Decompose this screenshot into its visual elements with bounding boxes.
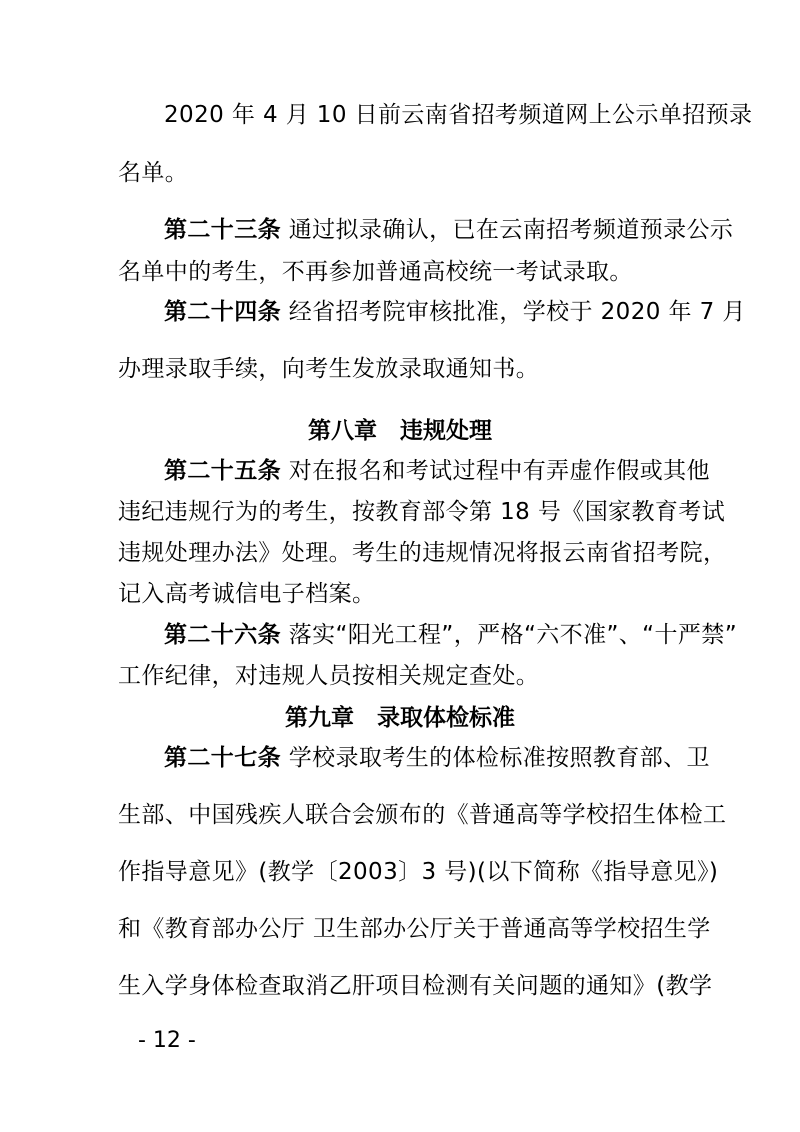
paragraph-line: 生入学身体检查取消乙肝项目检测有关问题的通知》(教学: [118, 973, 713, 999]
article-26-line: [164, 620, 738, 650]
paragraph-line: 工作纪律，对违规人员按相关规定查处。: [118, 663, 540, 689]
article-text: 对在报名和考试过程中有弄虚作假或其他: [288, 458, 710, 484]
article-24-line: [164, 297, 746, 327]
chapter-9-heading: 第九章 录取体检标准: [285, 705, 515, 731]
paragraph-line: 违规处理办法》处理。考生的违规情况将报云南省招考院，: [118, 540, 727, 566]
article-number: 第二十四条: [164, 299, 281, 325]
paragraph-line: 生部、中国残疾人联合会颁布的《普通高等学校招生体检工: [118, 802, 727, 828]
paragraph-line: 违纪违规行为的考生，按教育部令第 18 号《国家教育考试: [118, 499, 726, 525]
article-number: 第二十七条: [164, 745, 281, 771]
chapter-8-heading: 第八章 违规处理: [308, 418, 492, 444]
paragraph-line: 和《教育部办公厅 卫生部办公厅关于普通高等学校招生学: [118, 916, 711, 942]
article-number: 第二十五条: [164, 458, 281, 484]
article-text: 经省招考院审核批准，学校于 2020 年 7 月: [288, 299, 746, 325]
paragraph-line: 作指导意见》(教学〔2003〕3 号)(以下简称《指导意见》): [118, 859, 719, 885]
paragraph-line: 2020 年 4 月 10 日前云南省招考频道网上公示单招预录: [164, 102, 753, 128]
article-text: 落实“阳光工程”，严格“六不准”、“十严禁”: [288, 622, 738, 648]
article-25-line: [164, 456, 710, 486]
article-23-line: [164, 215, 734, 245]
article-number: 第二十三条: [164, 217, 281, 243]
paragraph-line: 记入高考诚信电子档案。: [118, 581, 376, 607]
article-number: 第二十六条: [164, 622, 281, 648]
article-text: 学校录取考生的体检标准按照教育部、卫: [288, 745, 710, 771]
article-text: 通过拟录确认，已在云南招考频道预录公示: [288, 217, 734, 243]
paragraph-line: 名单。: [118, 160, 189, 186]
page-number: - 12 -: [138, 1028, 196, 1053]
paragraph-line: 名单中的考生，不再参加普通高校统一考试录取。: [118, 259, 633, 285]
article-27-line: [164, 743, 710, 773]
paragraph-line: 办理录取手续，向考生发放录取通知书。: [118, 356, 540, 382]
